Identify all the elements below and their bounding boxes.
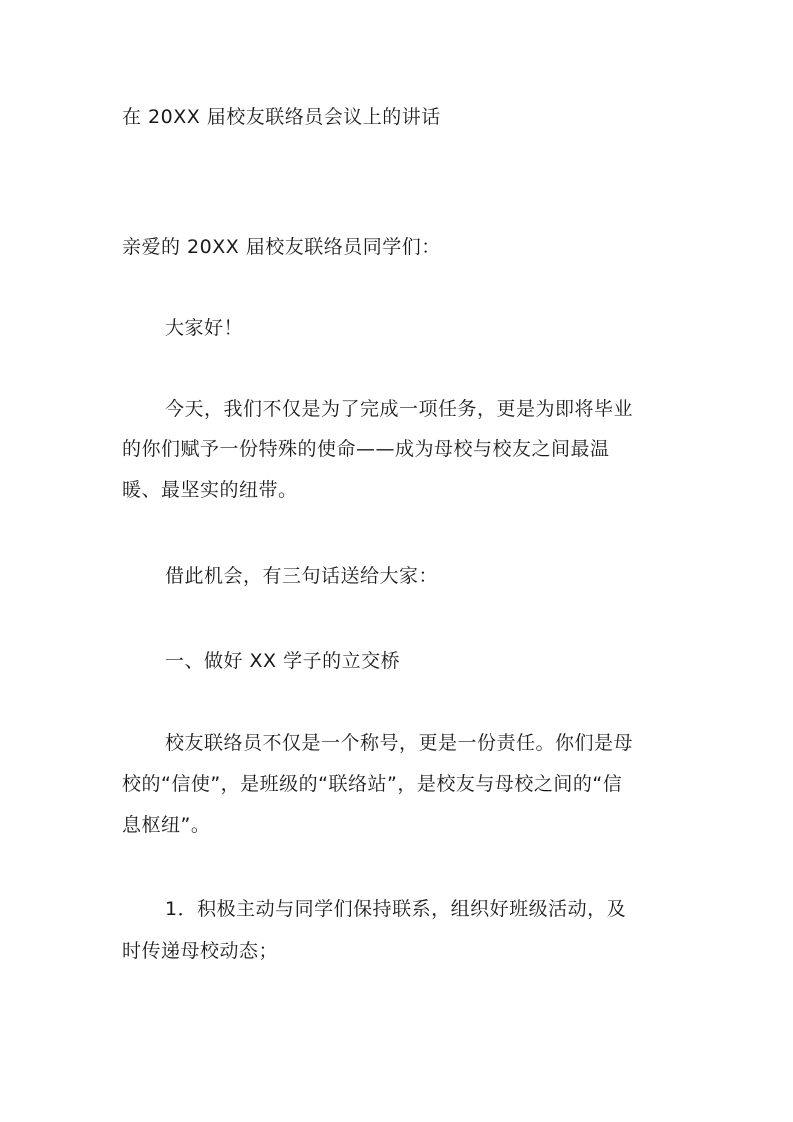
intro-paragraph: 借此机会，有三句话送给大家： [165,565,439,587]
paragraph-2-line-1: 校友联络员不仅是一个称号，更是一份责任。你们是母 [165,732,634,754]
paragraph-2-line-3: 息枢纽”。 [122,814,211,836]
paragraph-1-line-1: 今天，我们不仅是为了完成一项任务，更是为即将毕业 [165,398,634,420]
paragraph-1-line-2: 的你们赋予一份特殊的使命——成为母校与校友之间最温 [122,438,610,460]
list-item-1-line-2: 时传递母校动态； [122,940,279,962]
paragraph-2-line-2: 校的“信使”，是班级的“联络站”，是校友与母校之间的“信 [122,773,623,795]
salutation: 亲爱的 20XX 届校友联络员同学们： [122,236,441,258]
document-title: 在 20XX 届校友联络员会议上的讲话 [122,106,441,128]
paragraph-1-line-3: 暖、最坚实的纽带。 [122,479,298,501]
greeting: 大家好！ [165,317,244,339]
section-1-heading: 一、做好 XX 学子的立交桥 [165,650,401,672]
list-item-1-line-1: 1．积极主动与同学们保持联系，组织好班级活动，及 [165,898,627,920]
